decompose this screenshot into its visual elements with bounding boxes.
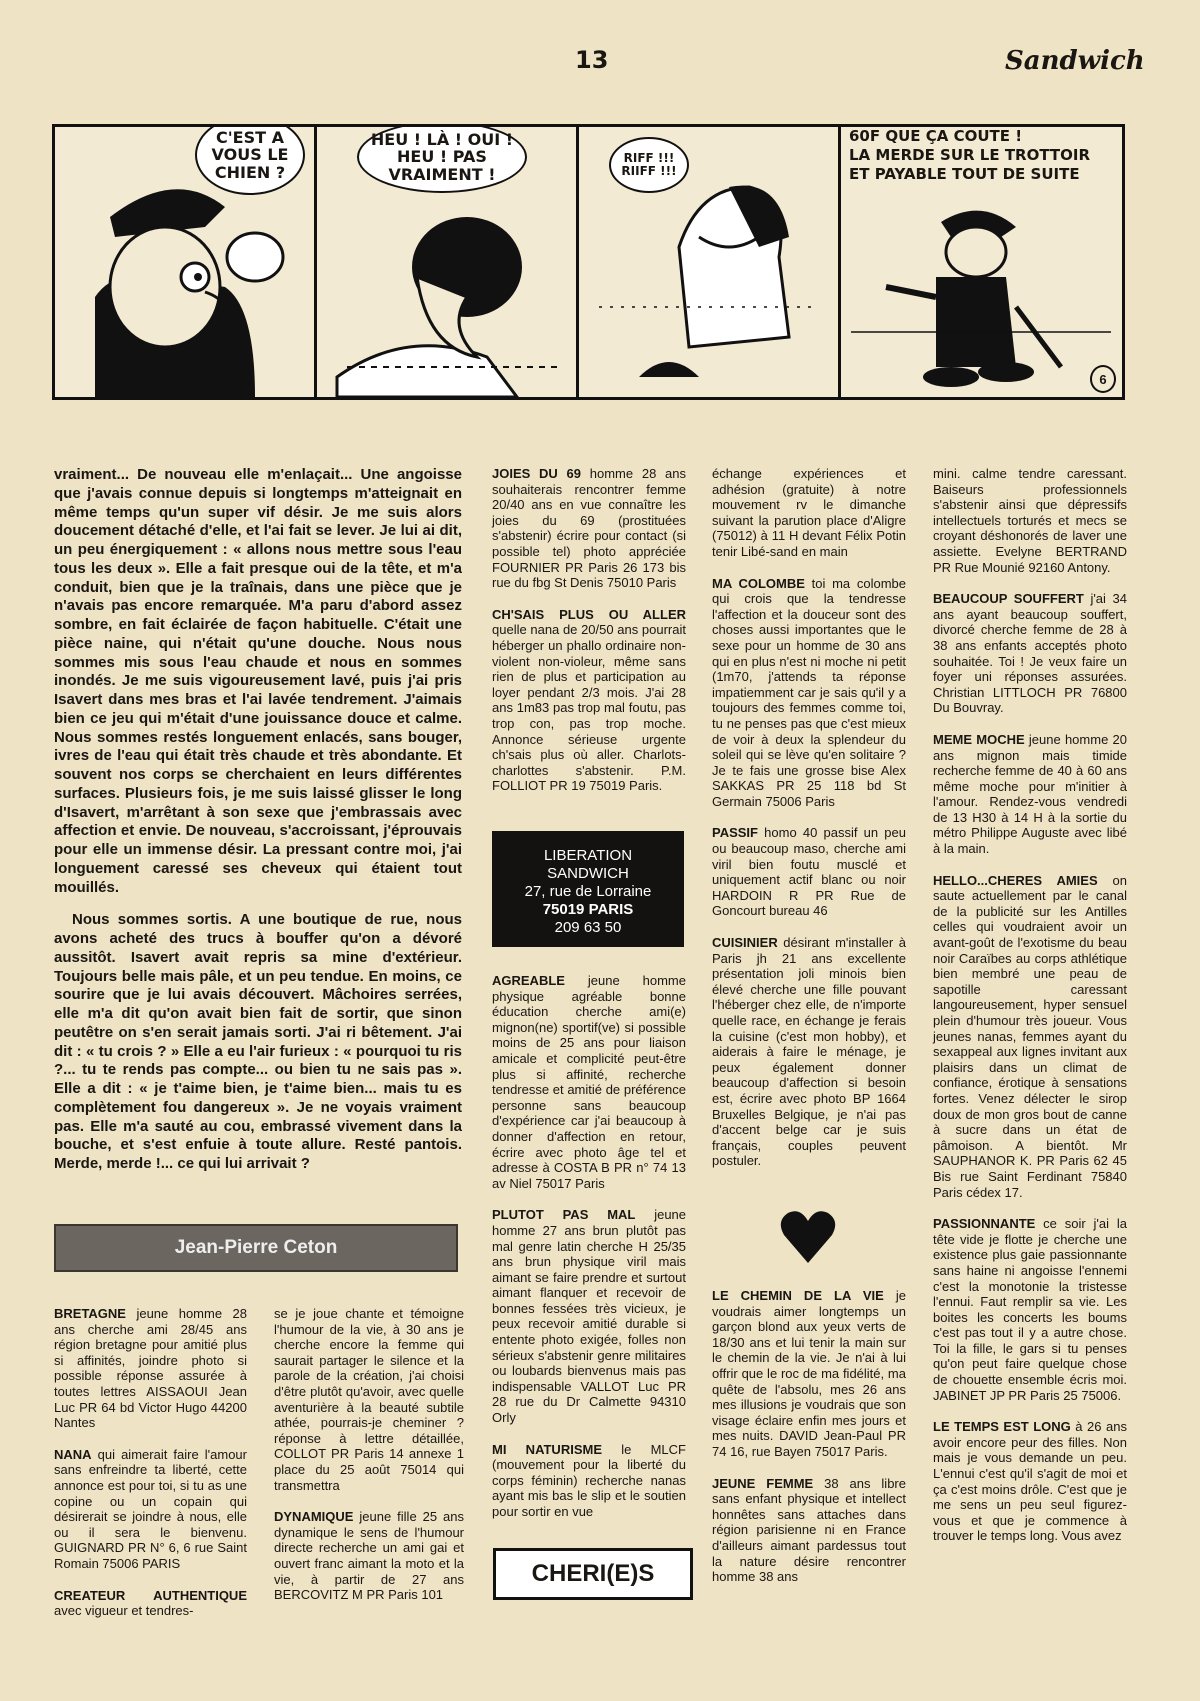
classified-ad: HELLO...CHERES AMIES on saute actuellement par le canal de la publicité sur les Antilles celles qui voudraient avoir un avant-goût de l'exotisme du beau noir Caraïbes au corps athlétique bien membré une peau de sapotille caressant langoureusement, hyper sensuel plein d'humour très joueur. Vous jeunes nanas, femmes ayant du sexappeal aux lignes invitant aux plaisirs dans un climat de confiance, érotique à sensations fortes. Venez délecter le sirop doux de mon gros bout de canne à sucre dans un état de pâmoison. A bientôt. Mr SAUPHANOR K. PR Paris 62 45 Bis rue Saint Ferdinant 75840 Paris cédex 17.: [933, 872, 1127, 1200]
classified-ad: CREATEUR AUTHENTIQUE avec vigueur et tendres-: [54, 1587, 247, 1619]
classifieds-column-1a: [54, 1306, 247, 1635]
comic-caption-3: ET PAYABLE TOUT DE SUITE: [849, 165, 1080, 183]
publication-logo: Sandwich: [1005, 46, 1145, 76]
comic-panel-4: [841, 127, 1122, 397]
cheries-label: CHERI(E)S: [493, 1548, 693, 1600]
heart-icon: [778, 1207, 838, 1267]
classified-ad: se je joue chante et témoigne l'humour de la vie, à 30 ans je cherche encore la femme qui saurait partager le silence et la parole de la création, j'ai choisi d'être plutôt qu'avoir, avec quelle aventurière à la beauté subtile athée, pourrais-je cheminer ? réponse à lettre détaillée, COLLOT PR Paris 14 annexe 1 place du 25 août 75014 qui transmettra: [274, 1306, 464, 1493]
classifieds-column-2b: [492, 973, 686, 1536]
author-banner: Jean-Pierre Ceton: [54, 1224, 458, 1272]
classified-ad: PLUTOT PAS MAL jeune homme 27 ans brun plutôt pas mal genre latin cherche H 25/35 ans brun physique viril mais aimant se faire prendre et surtout aimant flanquer et recevoir de bonnes fessées très vicieux, je peux recevoir amitié durable si entente photo exigée, folles non sérieux s'abstenir genre militaires ou loubards bienvenus mais pas indispensable VALLOT Luc PR 28 rue du Dr Calmette 94310 Orly: [492, 1207, 687, 1426]
classified-ad: AGREABLE jeune homme physique agréable bonne éducation cherche ami(e) mignon(ne) sportif(ve) si possible moins de 25 ans pour liaison amicale et complicité peut-être plus si affinité, recherche tendresse et amitié de préférence personne sans beaucoup d'expérience car j'ai beaucoup à donner d'affection en retour, écrire avec photo âge tel et adresse à COSTA B PR n° 74 13 av Niel 75017 Paris: [492, 973, 686, 1191]
speech-bubble: RIFF !!! RIIFF !!!: [609, 137, 689, 193]
classified-ad: PASSIF homo 40 passif un peu ou beaucoup maso, cherche ami viril bien foutu musclé et uniquement actif blanc ou noir HARDOIN R PR Rue de Goncourt bureau 46: [712, 825, 906, 919]
page-number: 13: [575, 46, 609, 74]
classified-ad: échange expériences et adhésion (gratuite) à notre mouvement rv le dimanche suivant la parution place d'Aligre (75012) à 11 H devant Félix Potin tenir Libé-sand en main: [712, 466, 906, 559]
story-text: [54, 466, 462, 1188]
classified-ad: CH'SAIS PLUS OU ALLER quelle nana de 20/50 ans pourrait héberger un phallo ordinaire non-violent non-violeur, même sans rien de plus et participation au loyer pendant 2/3 mois. J'ai 28 ans 1m83 pas trop mal foutu, pas trop con, pas trop moche. Annonce sérieuse urgente ch'sais plus où aller. Charlots-charlottes s'abstenir. P.M. FOLLIOT PR 19 75019 Paris.: [492, 606, 686, 794]
classifieds-column-3b: [712, 1288, 906, 1601]
comic-strip: [52, 124, 1125, 400]
classified-ad: PASSIONNANTE ce soir j'ai la tête vide je flotte je cherche une existence plus gaie passionnante sans haine ni angoisse l'ennemi c'est la monotonie la tristesse l'ennui. Faut remplir sa vie. Les boites les concerts les boums c'est pas tout il y a autre chose. Toi la fille, le gars si tu penses qu'on peut faire quelque chose de chouette ensemble écris moi. JABINET JP PR Paris 25 75006.: [933, 1216, 1127, 1403]
classifieds-column-1b: [274, 1306, 464, 1619]
classified-ad: JEUNE FEMME 38 ans libre sans enfant physique et intellect honnêtes sans attaches dans région parisienne ni en France d'ailleurs aimant pardessus tout la nature désire rencontrer homme 38 ans: [712, 1475, 906, 1585]
classified-ad: LE CHEMIN DE LA VIE je voudrais aimer longtemps un garçon blond aux yeux verts de 18/30 ans et lui tenir la main sur le chemin de la vie. Je n'ai à lui offrir que le roc de ma fidélité, ma quête de l'absolu, mes 26 ans mes illusions je voudrais que son visage éclaire enfin mes jours et mes nuits. DAVID Jean-Paul PR 74 16, rue Bayen 75017 Paris.: [712, 1288, 907, 1459]
classified-ad: MA COLOMBE toi ma colombe qui crois que la tendresse l'affection et la douceur sont des choses aussi importantes que le sexe pour un homme de 30 ans qui en plus n'est ni moche ni petit (1m70, j'attends ta réponse impatiemment car je sais qu'il y a toujours des femmes comme toi, tu ne penses pas que c'est mieux de voir à deux la splendeur du soleil qui se lève qu'en solitaire ? Je te fais une grosse bise Alex SAKKAS PR 25 118 bd St Germain 75006 Paris: [712, 575, 906, 809]
panel-number: 6: [1090, 365, 1116, 393]
classifieds-column-2: [492, 466, 686, 810]
comic-caption-1: 60F QUE ÇA COUTE !: [849, 127, 1023, 145]
comic-panel-1: [55, 127, 317, 397]
classified-ad: NANA qui aimerait faire l'amour sans enfreindre ta liberté, cette annonce est pour toi, si tu as une copine ou un copain qui désirerait se joindre à nous, elle ou il sera le bienvenu. GUIGNARD PR N° 6, 6 rue Saint Romain 75006 PARIS: [54, 1446, 247, 1571]
comic-panel-2: [317, 127, 579, 397]
classifieds-column-4: [933, 466, 1127, 1560]
classified-ad: CUISINIER désirant m'installer à Paris jh 21 ans excellente présentation joli minois bien élevé cherche une fille pouvant l'héberger chez elle, de n'importe quelle race, en échange je ferais la cuisine (c'est mon hobby), et aiderais à faire le ménage, je peux également donner beaucoup d'affection si besoin est, écrire avec photo BP 1664 Bruxelles Belgique, je n'ai pas d'accent belge car je suis français, couples peuvent postuler.: [712, 935, 906, 1169]
classified-ad: MEME MOCHE jeune homme 20 ans mignon mais timide recherche femme de 40 à 60 ans même moche pour m'initier à l'amour. Rendez-vous vendredi de 13 H30 à 14 H à la sortie du métro Philippe Auguste avec libé à la main.: [933, 731, 1128, 857]
story-paragraph: vraiment... De nouveau elle m'enlaçait... Une angoisse que j'avais connue depuis si longtemps m'atteignait en même temps qu'un super vif désir. Je me suis alors doucement détaché d'elle, et l'ai fait se lever. Je lui ai dit, un peu énergiquement : « allons nous mettre sous l'eau tous les deux ». Elle a fait presque oui de la tête, et m'a conduit, bien que je la traînais, dans une pièce que je n'avais pas encore remarquée. M'a paru d'abord assez sombre, en fait éclairée de façon habituelle. C'était une pièce naine, qui n'était qu'une douche. Nous nous sommes mis sous l'eau chaude et nous en sommes inondés. Je me suis vigoureusement lavé, puis j'ai pris Isavert dans mes bras et l'ai lavée tendrement. J'aimais bien ce jeu qui m'était d'une jouissance douce et calme. Nous sommes restés longuement enlacés, sans bouger, ivres de l'eau qui était très chaude et très abondante. Et souvent nos corps se cherchaient en leurs différentes surfaces. Plusieurs fois, je me suis laissé glisser le long d'Isavert, m'arrêtant à son sexe que j'embrassais avec affection et envie. De nouveau, s'accroissant, j'éprouvais pour elle un immense désir. La pressant contre moi, j'ai longuement caressé ses cheveux qui étaient tout mouillés.: [54, 466, 462, 896]
classifieds-column-3: [712, 466, 906, 1185]
classified-ad: JOIES DU 69 homme 28 ans souhaiterais rencontrer femme 20/40 ans en vue connaître les joies du 69 (prostituées s'abstenir) écrire pour contact (si possible tel) photo appréciée FOURNIER PR Paris 26 173 bis rue du fbg St Denis 75010 Paris: [492, 466, 686, 591]
story-paragraph: Nous sommes sortis. A une boutique de rue, nous avons acheté des trucs à bouffer qu'on a dévoré aussitôt. Isavert avait repris sa mine d'extérieur. Toujours belle mais pâle, et un peu tendue. En moins, ce sourire que je lui avais découvert. Mâchoires serrées, elle m'a dit qu'on avait bien fait de sortir, que sinon peutêtre on s'en serait jamais sorti. J'ai ri bêtement. J'ai dit : « tu crois ? » Elle a eu l'air furieux : « pourquoi tu ris ?... tu te rends pas compte... ou bien tu ne sais pas ». Elle a dit : « je t'aime bien, je t'aime bien... mais tu es complètement fou dangereux ». Je ne voyais vraiment pas. Elle m'a sauté au cou, embrassé vivement dans la bouche, et s'est enfuie à toute allure. Resté pantois. Merde, merde !... ce qui lui arrivait ?: [54, 911, 462, 1172]
classified-ad: BEAUCOUP SOUFFERT j'ai 34 ans ayant beaucoup souffert, divorcé cherche femme de 28 à 38 ans enfants acceptés photo souhaitée. Toi ! Je veux faire un foyer uni réponses assurées. Christian LITTLOCH PR 76800 Du Bouvray.: [933, 591, 1127, 716]
classified-ad: MI NATURISME le MLCF (mouvement pour la liberté du corps féminin) recherche nanas ayant mis bas le slip et le soutien pour sortir en vue: [492, 1441, 686, 1519]
classified-ad: mini. calme tendre caressant. Baiseurs professionnels s'abstenir ainsi que dépressifs intellectuels torturés et mecs se croyant déshonorés de laver une assiette. Evelyne BERTRAND PR Rue Mounié 92160 Antony.: [933, 466, 1127, 575]
classified-ad: BRETAGNE jeune homme 28 ans cherche ami 28/45 ans région bretagne pour amitié plus si affinités, joindre photo si possible réponse assurée à toutes lettres AISSAOUI Jean Luc PR 64 bd Victor Hugo 44200 Nantes: [54, 1306, 247, 1431]
comic-panel-3: [579, 127, 841, 397]
classified-ad: LE TEMPS EST LONG à 26 ans avoir encore peur des filles. Non mais je vous demande un peu. L'ennui c'est qu'il s'agit de moi et ça c'est moins drôle. C'est que je me sens un peu seul figurez-vous et que je commence à trouver le temps long. Vous avez: [933, 1419, 1127, 1544]
speech-bubble: HEU ! LÀ ! OUI ! HEU ! PAS VRAIMENT !: [357, 127, 527, 193]
classified-ad: DYNAMIQUE jeune fille 25 ans dynamique le sens de l'humour directe recherche un ami gai et ouvert franc aimant la moto et la vie, à partir de 27 ans BERCOVITZ M PR Paris 101: [274, 1509, 464, 1603]
address-box: LIBERATION SANDWICH 27, rue de Lorraine 75019 PARIS 209 63 50: [492, 831, 684, 947]
speech-bubble: C'EST A VOUS LE CHIEN ?: [195, 127, 305, 195]
comic-caption-2: LA MERDE SUR LE TROTTOIR: [849, 146, 1091, 164]
